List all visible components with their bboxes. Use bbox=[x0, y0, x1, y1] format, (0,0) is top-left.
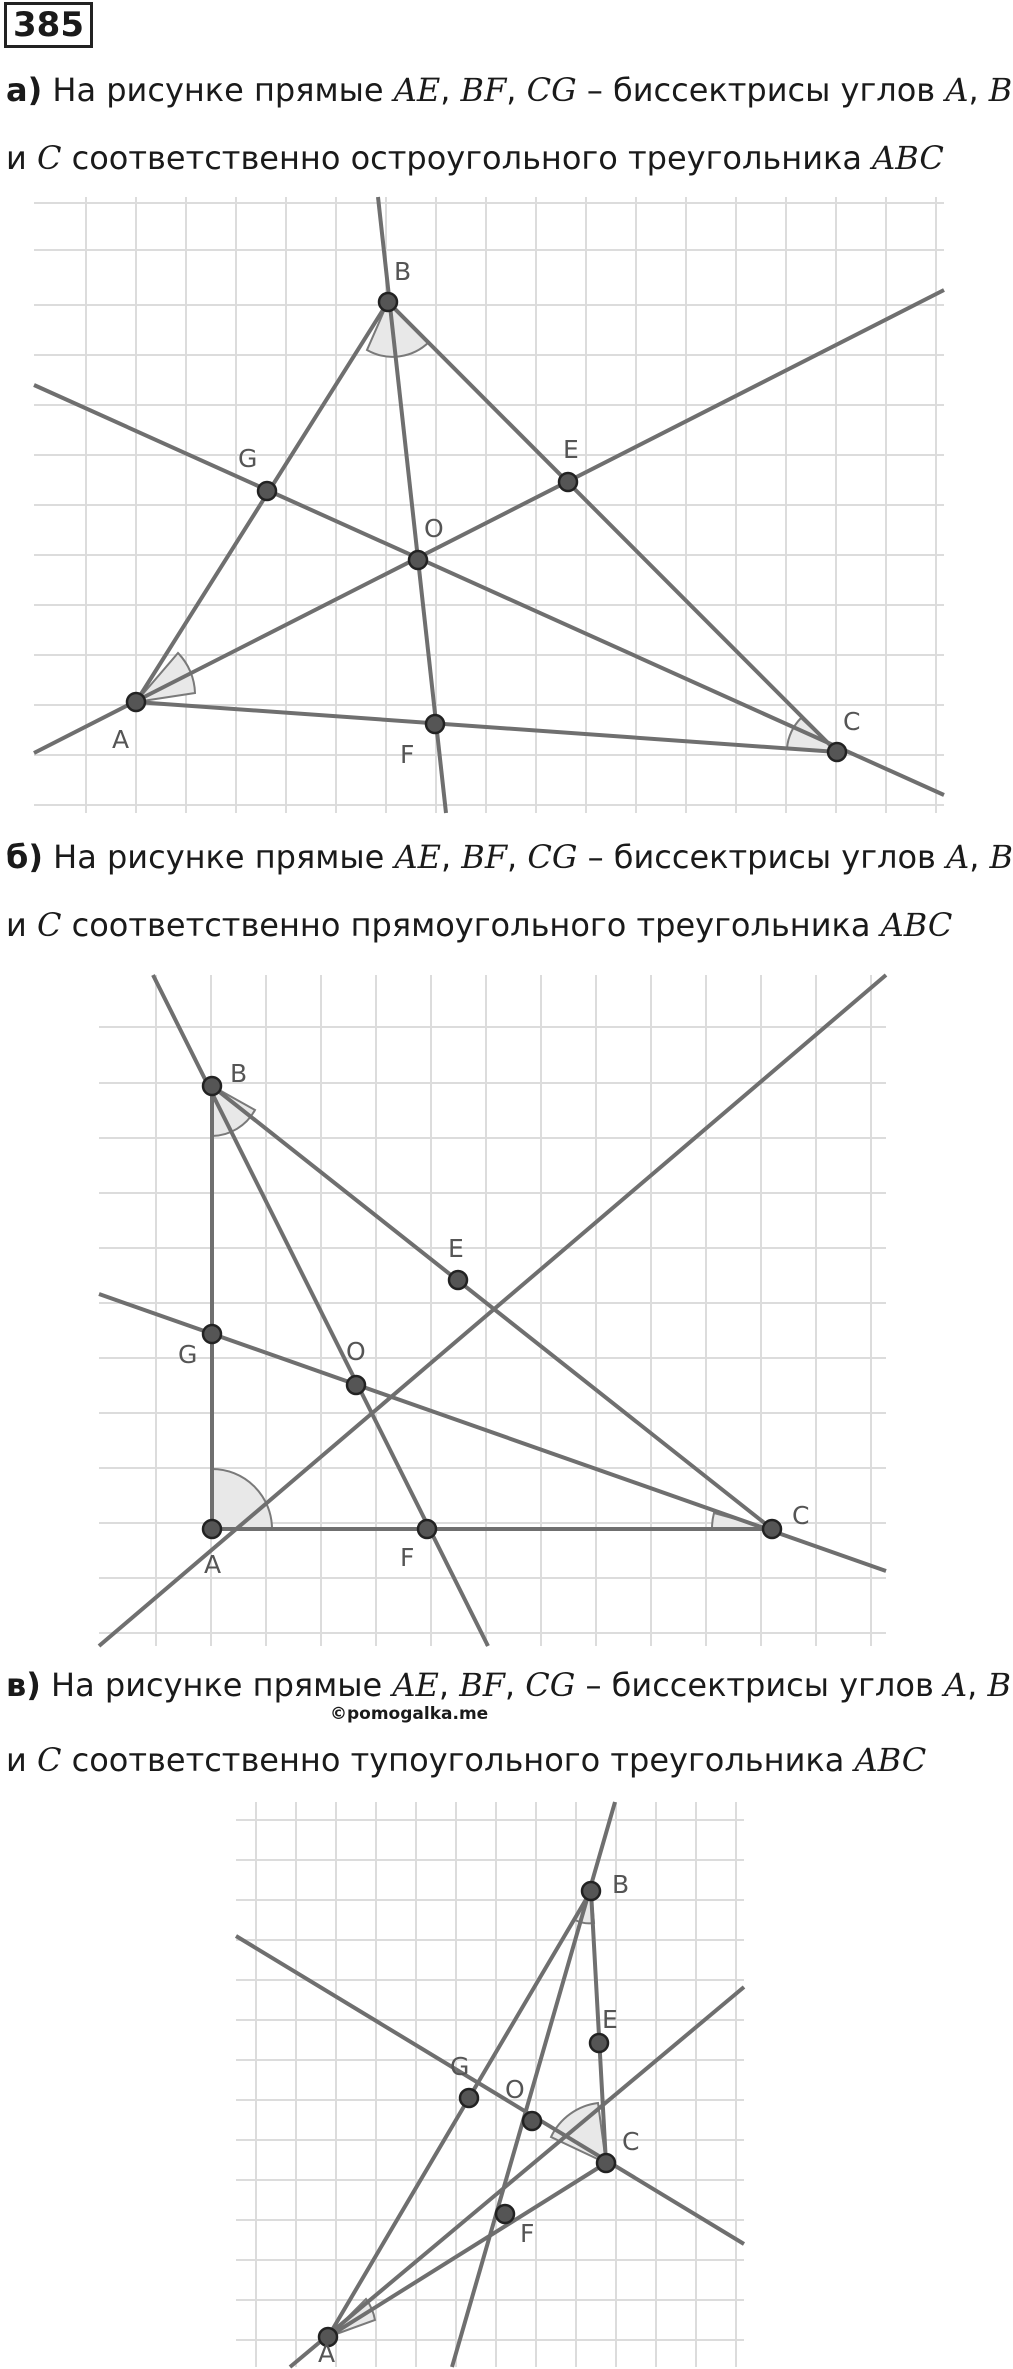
label-a: A bbox=[318, 2339, 336, 2368]
math-ae: AE bbox=[393, 71, 441, 109]
part-a-and: и bbox=[6, 139, 37, 177]
label-b: B bbox=[394, 257, 412, 286]
label-b: B bbox=[612, 1870, 630, 1899]
sep: , bbox=[440, 838, 462, 876]
label-e: E bbox=[448, 1234, 464, 1263]
part-a-line-1 bbox=[6, 70, 1012, 110]
line-ae bbox=[99, 975, 886, 1646]
label-c: C bbox=[843, 707, 861, 736]
part-a-line-2 bbox=[6, 138, 944, 178]
line-ae bbox=[290, 1987, 744, 2367]
point-c bbox=[828, 743, 846, 761]
label-g: G bbox=[450, 2052, 470, 2081]
point-c bbox=[763, 1520, 781, 1538]
point-o bbox=[409, 551, 427, 569]
math-c: C bbox=[36, 139, 62, 177]
math-c: C bbox=[36, 906, 62, 944]
part-b-marker: б) bbox=[6, 838, 43, 876]
point-f bbox=[496, 2205, 514, 2223]
label-o: O bbox=[424, 514, 444, 543]
label-a: A bbox=[112, 725, 130, 754]
label-f: F bbox=[520, 2219, 535, 2248]
watermark: ©pomogalka.me bbox=[330, 1704, 489, 1724]
point-g bbox=[460, 2089, 478, 2107]
math-cg: CG bbox=[525, 1666, 576, 1704]
point-g bbox=[203, 1325, 221, 1343]
problem-number: 385 bbox=[4, 2, 93, 48]
point-e bbox=[590, 2034, 608, 2052]
sep: , bbox=[967, 1666, 988, 1704]
sep: , bbox=[507, 838, 528, 876]
part-c-line-2 bbox=[6, 1740, 926, 1780]
label-g: G bbox=[178, 1340, 198, 1369]
math-b: B bbox=[989, 838, 1013, 876]
sep: , bbox=[440, 71, 461, 109]
math-cg: CG bbox=[526, 71, 577, 109]
point-g bbox=[258, 482, 276, 500]
math-b: B bbox=[987, 1666, 1011, 1704]
sep: , bbox=[969, 838, 990, 876]
point-c bbox=[597, 2154, 615, 2172]
point-f bbox=[418, 1520, 436, 1538]
point-a bbox=[203, 1520, 221, 1538]
point-a bbox=[127, 693, 145, 711]
sep: , bbox=[504, 1666, 526, 1704]
part-b-line-1 bbox=[6, 837, 1013, 877]
math-cg: CG bbox=[527, 838, 578, 876]
math-c: C bbox=[36, 1741, 62, 1779]
point-e bbox=[449, 1271, 467, 1289]
label-a: A bbox=[204, 1550, 222, 1579]
part-b-and: и bbox=[6, 906, 37, 944]
label-o: O bbox=[346, 1337, 366, 1366]
label-f: F bbox=[400, 740, 415, 769]
math-a: A bbox=[946, 838, 970, 876]
part-b-text-3: соответственно прямоугольного треугольника bbox=[61, 906, 881, 944]
sep: , bbox=[438, 1666, 460, 1704]
math-ae: AE bbox=[392, 1666, 439, 1704]
point-e bbox=[559, 473, 577, 491]
part-a-text-3: соответственно остроугольного треугольника bbox=[61, 139, 873, 177]
point-b bbox=[582, 1882, 600, 1900]
label-c: C bbox=[792, 1501, 810, 1530]
figure-c-obtuse-triangle bbox=[236, 1802, 744, 2367]
sep: , bbox=[506, 71, 527, 109]
math-bf: BF bbox=[460, 71, 507, 109]
part-c-line-1 bbox=[6, 1665, 1011, 1705]
part-c-text-3: соответственно тупоугольного треугольника bbox=[61, 1741, 855, 1779]
point-f bbox=[426, 715, 444, 733]
math-a: A bbox=[943, 1666, 968, 1704]
label-b: B bbox=[230, 1059, 248, 1088]
figure-b-right-triangle bbox=[99, 975, 886, 1646]
part-b-line-2 bbox=[6, 905, 952, 945]
math-ae: AE bbox=[394, 838, 441, 876]
part-b-text-2: – биссектрисы углов bbox=[577, 838, 947, 876]
part-c-text: На рисунке прямые bbox=[40, 1666, 393, 1704]
point-b bbox=[379, 293, 397, 311]
part-c-and: и bbox=[6, 1741, 37, 1779]
math-abc: ABC bbox=[872, 139, 944, 177]
math-a: A bbox=[945, 71, 969, 109]
label-o: O bbox=[505, 2075, 525, 2104]
figure-a-acute-triangle bbox=[34, 197, 944, 813]
line-cg bbox=[34, 385, 944, 795]
part-a-text-2: – биссектрисы углов bbox=[576, 71, 946, 109]
math-bf: BF bbox=[459, 1666, 505, 1704]
point-b bbox=[203, 1077, 221, 1095]
point-o bbox=[523, 2112, 541, 2130]
angle-a-arc bbox=[212, 1469, 272, 1529]
triangle-abc bbox=[328, 1891, 606, 2337]
label-e: E bbox=[602, 2005, 618, 2034]
math-abc: ABC bbox=[854, 1741, 927, 1779]
sep: , bbox=[968, 71, 989, 109]
math-bf: BF bbox=[461, 838, 508, 876]
math-abc: ABC bbox=[880, 906, 953, 944]
label-c: C bbox=[622, 2127, 640, 2156]
point-o bbox=[347, 1376, 365, 1394]
math-b: B bbox=[988, 71, 1013, 109]
part-a-marker: а) bbox=[6, 71, 43, 109]
line-ae bbox=[34, 290, 944, 753]
label-f: F bbox=[400, 1543, 415, 1572]
part-b-text: На рисунке прямые bbox=[42, 838, 395, 876]
part-c-text-2: – биссектрисы углов bbox=[575, 1666, 944, 1704]
triangle-abc bbox=[212, 1086, 772, 1529]
grid bbox=[236, 1802, 744, 2367]
part-a-text: На рисунке прямые bbox=[42, 71, 394, 109]
part-c-marker: в) bbox=[6, 1666, 41, 1704]
label-e: E bbox=[563, 435, 579, 464]
label-g: G bbox=[238, 444, 258, 473]
